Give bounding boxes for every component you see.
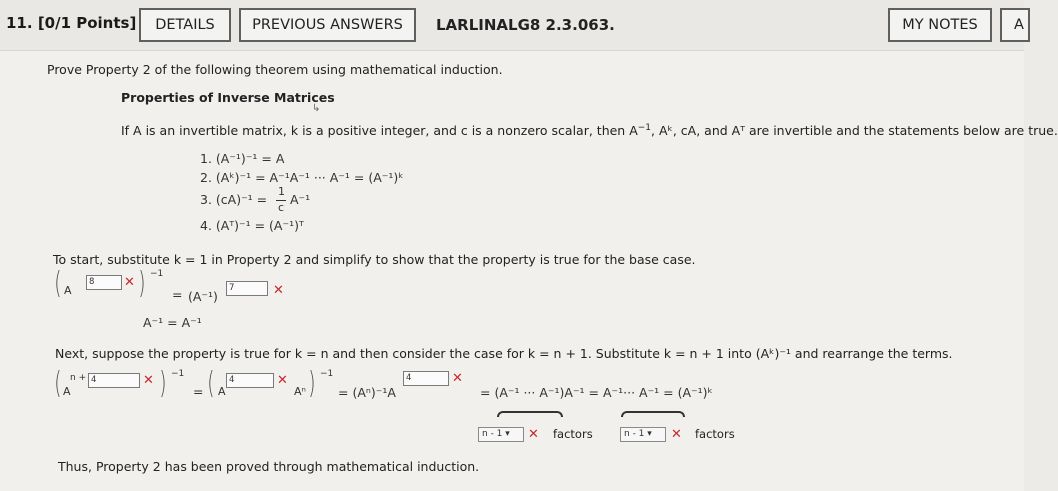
select-2-value: n - 1 [624, 429, 645, 439]
induction-text: Next, suppose the property is true for k = n and then consider the case for k = n + 1. Substitute k = n + 1 into (Aᵏ)⁻¹ and rearrange the terms. [55, 346, 953, 361]
exponent-neg1: −1 [171, 369, 185, 379]
incorrect-x-icon: ✕ [143, 373, 154, 388]
open-paren: ( [207, 366, 215, 401]
question-header [0, 0, 1024, 50]
base-answer-box-1[interactable]: 8 [86, 275, 122, 290]
property-2: 2. (Aᵏ)⁻¹ = A⁻¹A⁻¹ ··· A⁻¹ = (A⁻¹)ᵏ [200, 170, 404, 185]
underbrace-1 [497, 411, 563, 417]
cursor-arrow-icon: ↳ [312, 103, 321, 114]
close-paren: ) [159, 366, 167, 401]
chevron-down-icon: ▾ [505, 429, 510, 439]
factors-select-1[interactable] [478, 427, 524, 442]
prop3-numerator: 1 [278, 185, 285, 198]
sup-neg1: −1 [637, 123, 652, 133]
base-answer-box-2[interactable]: 7 [226, 281, 268, 296]
prompt-text: Prove Property 2 of the following theorem using mathematical induction. [47, 62, 503, 77]
ask-button[interactable]: A [1000, 8, 1030, 42]
equals-sign: = [172, 287, 183, 302]
select-1-value: n - 1 [482, 429, 503, 439]
property-1: 1. (A⁻¹)⁻¹ = A [200, 151, 285, 166]
conclusion-text: Thus, Property 2 has been proved through mathematical induction. [58, 459, 480, 474]
question-label [6, 14, 136, 32]
theorem-title: Properties of Inverse Matrices [121, 90, 335, 105]
chevron-down-icon: ▾ [647, 429, 652, 439]
details-button[interactable]: DETAILS [139, 8, 231, 42]
property-3 [200, 192, 267, 207]
induction-answer-box-3[interactable]: 4 [403, 371, 449, 386]
my-notes-button[interactable]: MY NOTES [888, 8, 992, 42]
matrix-a-label: A [218, 385, 226, 398]
underbrace-2 [621, 411, 685, 417]
theorem-statement [121, 123, 1058, 138]
exponent-neg1: −1 [320, 369, 334, 379]
exponent-n-plus: n + [70, 373, 87, 383]
prop3-tail: A⁻¹ [290, 192, 311, 207]
base-result: A⁻¹ = A⁻¹ [143, 315, 202, 330]
points-label: [0/1 Points] [37, 14, 137, 32]
close-paren: ) [308, 366, 316, 401]
an-inverse-expr: = (Aⁿ)⁻¹A [338, 385, 396, 400]
prop3-denominator: c [278, 201, 285, 214]
incorrect-x-icon: ✕ [528, 427, 539, 442]
incorrect-x-icon: ✕ [671, 427, 682, 442]
source-label: LARLINALG8 2.3.063. [436, 16, 615, 34]
incorrect-x-icon: ✕ [273, 283, 284, 298]
incorrect-x-icon: ✕ [452, 371, 463, 386]
close-paren: ) [138, 266, 146, 301]
question-body [0, 50, 1058, 491]
factors-select-2[interactable] [620, 427, 666, 442]
theorem-prefix: If A is an invertible matrix, k is a positive integer, and c is a nonzero scalar, then A [121, 123, 638, 138]
matrix-a-label: A [63, 385, 71, 398]
incorrect-x-icon: ✕ [124, 275, 135, 290]
factors-label-1: factors [553, 427, 593, 441]
question-number: 11. [6, 14, 33, 32]
a-inverse-paren: (A⁻¹) [188, 289, 218, 304]
matrix-a-label: A [64, 284, 72, 297]
equals-sign: = [193, 384, 204, 399]
open-paren: ( [54, 366, 62, 401]
exponent-neg1: −1 [150, 269, 164, 279]
induction-tail: = (A⁻¹ ··· A⁻¹)A⁻¹ = A⁻¹··· A⁻¹ = (A⁻¹)ᵏ [480, 385, 713, 400]
base-case-text: To start, substitute k = 1 in Property 2 and simplify to show that the property is true for the base case. [53, 252, 696, 267]
incorrect-x-icon: ✕ [277, 373, 288, 388]
induction-answer-box-2[interactable]: 4 [226, 373, 274, 388]
theorem-matrices: , Aᵏ, cA, and Aᵀ [651, 123, 749, 138]
factors-label-2: factors [695, 427, 735, 441]
theorem-suffix: are invertible and the statements below are true. [749, 123, 1058, 138]
open-paren: ( [54, 266, 62, 301]
property-4: 4. (Aᵀ)⁻¹ = (A⁻¹)ᵀ [200, 218, 304, 233]
a-n-term: Aⁿ [294, 385, 306, 398]
induction-answer-box-1[interactable]: 4 [88, 373, 140, 388]
property-3-lhs: 3. (cA)⁻¹ = [200, 192, 268, 207]
previous-answers-button[interactable]: PREVIOUS ANSWERS [239, 8, 416, 42]
